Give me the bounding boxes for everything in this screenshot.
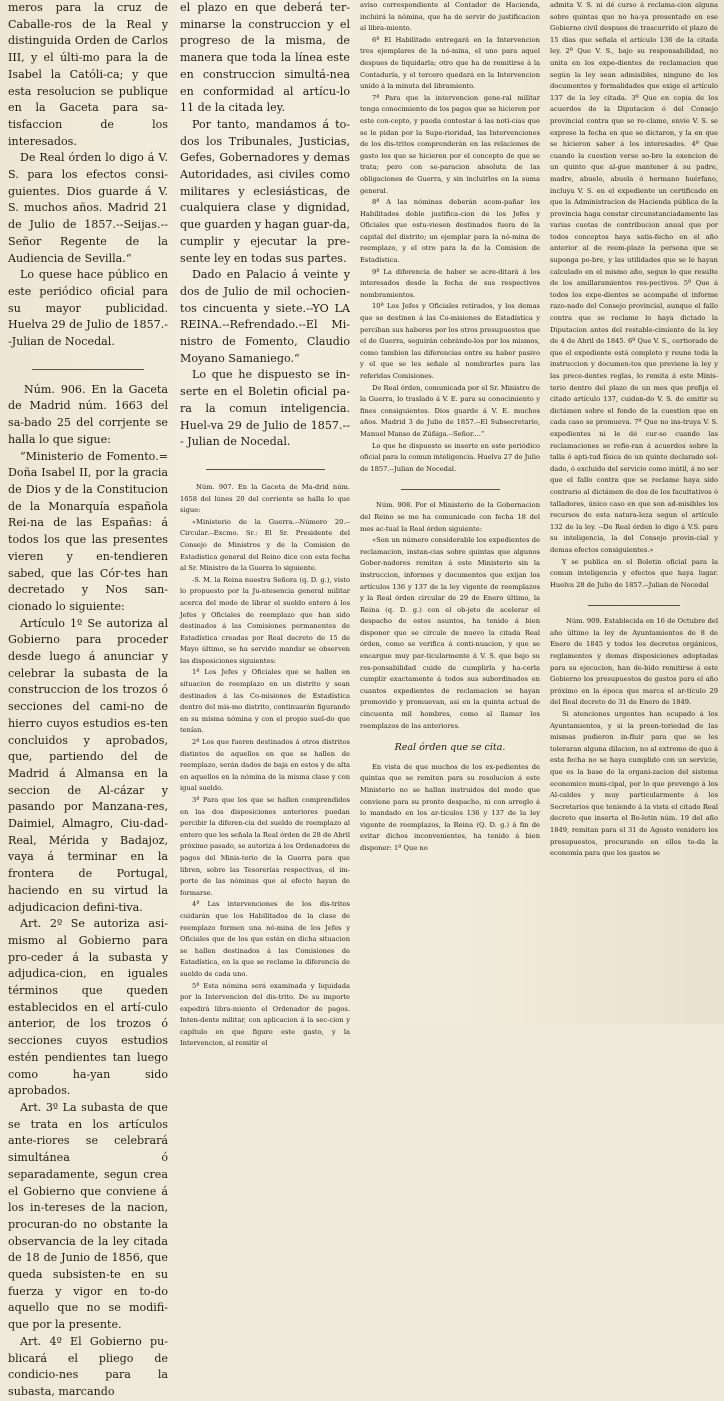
- paragraph: 6ª El Habilitado entregará en la Intervencion tres ejemplares de la nó-mina, el uno para aquel despues de liquidarla; otro que ha de remitirse á la Contaduría, y el tercero quedará en la Intervencion unido á la minuta del libramiento.: [360, 35, 540, 91]
- paragraph: 8ª A las nóminas deberán acom-pañar los Habilitados doble justifica-cion de los Jefes y Oficiales que estu-viesen destinados fuera de la capital del distrito; un ejemplar para la nó-mina de reemplazo, y el otro para la de la Comision de Estadística.: [360, 198, 540, 265]
- section-divider: [206, 469, 325, 470]
- article-4: Art. 4º El Gobierno pu-blicará el pliego de condicio-nes para la subasta, marcando: [8, 1334, 168, 1398]
- paragraph: «Ministerio de la Guerra.--Número 20.--Circular.--Excmo. Sr.: El Sr. Presidente del Consejo de Ministros y de la Comision de Estadística general del Reino dice con esta fecha al Sr. Ministro de la Guerra lo siguiente.: [180, 517, 350, 573]
- paragraph: -S. M. la Reina nuestra Señora (q. D. g.), visto lo propuesto por la Ju-ntesencia general militar acerca del modo de librar el sueldo entero á los Jefes y Oficiales de reemplazo que han sido destinados á las Comisiones permanentes de Estadística creadas por Real decreto de 15 de Mayo último, se ha servido mandar se observen las disposiciones siguientes:: [180, 575, 350, 665]
- section-divider: [401, 489, 500, 490]
- paragraph: Lo que he dispuesto se inserte en este periódico oficial para la comun inteligencia. Huelva 27 de Julio de 1857.--Julian de Nocedal.: [360, 441, 540, 473]
- paragraph: Por tanto, mandamos á to-dos los Tribunales, Justicias, Gefes, Gobernadores y demas Autoridades, asi civiles como militares y eclesiásticas, de cualquiera clase y dignidad, que guarden y hagan guar-da, cumplir y ejecutar la pre-sente ley en todas sus partes.: [180, 117, 350, 265]
- paragraph: Y se publica en el Boletin oficial para la comun inteligencia y efectos que haya lugar. Huelva 28 de Julio de 1857.--Julian de Nocedal: [550, 557, 718, 589]
- paragraph: De Real órden, comunicada por el Sr. Ministro de la Guerra, lo traslado á V. E. para su conocimiento y fines consiguientes. Dios guarde á V. E. muchos años. Madrid 3 de Julio de 1857.--El Subsecretario, Manuel Manso de Zúñiga.--Señor....“: [360, 383, 540, 438]
- paragraph: 7ª Para que la intervencion gene-ral militar tenga conocimiento de los pagos que se hicieren por este con-cepto, y pueda contestar á las noti-cias que se le pidan por la Supe-rioridad, las Intervenciones de los dis-tritos comprenderán en las relaciones de gasto los que se hicieren por el concepto de que se trata; pero con se-paracion absoluta de las obligaciones de Guerra, y sin incluirlos en la suma general.: [360, 93, 540, 195]
- paragraph: 10ª Los Jefes y Oficiales retirados, y los demas que se destinen á las Co-misiones de Estadística y perciban sus haberes por los otros presupuestos que el de Guerra, seguirán cobrándo-los por los mismos, como tambien las diferencias entre su haber pasivo y el que se les señale al nombrarles para las referidas Comisiones.: [360, 302, 540, 380]
- paragraph: admita V. S. ni dé curso á reclama-cion alguna sobre quintas que no ha-ya presentado en ese Gobierno civil despues de trascurrido el plazo de 15 dias que señala el artículo 136 de la citada ley. 2º Que V. S., bajo su responsabilidad, no unita en los expe-dientes de reclamacion que según la ley sean admisibles, ninguno de los documentos y formalidades que exige el artículo 137 de la ley citada. 3º Que en copia de los acuerdos de la Diputacion ó del Consejo provincial contra que se re-clame, envíe V. S. se exprese la fecha en que se dictaron, y la en que se hicieron saber á los interesados. 4º Que cuando la cuestion verse so-bre la exencion de un quinto que al-gue mantener á su padre, madre, abuelo, abuela ó hermano huérfano, incluya V. S. en el expediente un certificado en que la Administracion de Hacienda pública de la provincia haga constar circunstanciadamente las varias cuotas de contribucion anual que por todos conceptos haya satis-fecho en el año anterior al de reem-plazo la persona que se suponga po-bre, y las utilidades que se le hayan calculado en el mismo año, segun lo que resulte de los amillaramientos res-pectivos. 5º Que á todos los expe-dientes se acompañe el informe razo-nado del Consejo provincial, aunque el fallo contra que se reclame lo haya dictado la Diputacion antes del restable-cimiento de la ley de 4 de Abril de 1845. 6º Que V. S., certiorado de que el expediente está completo y reune toda la instruccion y documen-tos que previene la ley y las prece-dentes reglas, lo remita á este Minis-terio dentro del plazo de un mes que prefija el citado artículo 137, cuidan-do V. S. de emitir su dictámen sobre el fondo de la cuestion que en cada caso se promueva. 7º Que no ins-truya V. S. expedientes ni le dé cur-so cuando las reclamaciones se refie-ran á acuerdos sobre la talla ó apti-tud física de un quinto declarado sol-dado, ó excluido del servicio como inútil, á no ser que el fallo contra que se reclame haya sido contrario al dictámen de dos de los facultativos ó talladores, único caso en que son ad-misibles los recursos de esta natura-leza segun el artículo 132 de la ley. --De Real órden lo digo á V.S. para su inteligencia, la del Consejo provin-cial y demas efectos consiguientes.»: [550, 1, 718, 554]
- paragraph: En vista de que muchos de los ex-pedientes de quintas que se remiten para su resolucion á este Ministerio no se hallan instruidos del modo que conviene para su pronto despacho, ni con arreglo á lo mandado en los ar-tículos 136 y 137 de la ley vigente de reemplazos, la Reina (Q. D. g.) á fin de evitar dichos inconvenientes, ha tenido á bien disponer: 1º Que no: [360, 762, 540, 852]
- paragraph: Lo quese hace público en este periódico oficial para su mayor publicidad. Huelva 29 de Julio de 1857.--Julian de Nocedal.: [8, 268, 168, 349]
- paragraph: el plazo en que deberá ter-minarse la construccion y el progreso de la misma, de manera que toda la línea este en construccion simultá-nea en conformidad al artícu-lo 11 de la citada ley.: [180, 1, 350, 115]
- notice-909-heading: Núm. 909. Establecida en 16 de Octubre del año último la ley de Ayuntamientos de 8 de Enero de 1845 y todos los decretos orgánicos, reglamentos y demas disposiciones adoptadas para su ejecucion, han de-bido remitirse á este Gobierno los presupuestos de gastos para el año próximo en la época que marca el ar-tículo 29 del Real decreto de 31 de Enero de 1849.: [550, 617, 718, 707]
- paragraph: 1ª Los Jefes y Oficiales que se hallen en situacion de reemplazo en un distrito y sean destinados á las Co-misiones de Estadística dentro del mis-mo distrito, continuarán figurando en su misma nómina y con el propio suel-do que tenían.: [180, 668, 350, 735]
- paragraph: aviso correspondiente al Contador de Hacienda, incluirá la nómina, que ha de servir de justificacion al libra-miento.: [360, 1, 540, 33]
- article-3: Art. 3º La subasta de que se trata en los artículos ante-riores se celebrará simultánea ó separadamente, segun crea el Gobierno que conviene á los in-tereses de la nacion, procuran-do no obstante la observancia de la ley citada de 18 de Junio de 1856, que queda subsisten-te en su fuerza y vigor en to-do aquello que no se modifi-que por la presente.: [8, 1101, 168, 1332]
- paragraph: «Son un número considerable los expedientes de reclamacion, instan-cias sobre quintas que algunos Gober-nadores remiten á este Ministerio sin la instruccion, informes y documentos que exijan los artículos 136 y 137 de la ley vigente de reemplazos y la Real órden circular de 29 de Enero último, la Reina (q. D. g.) con el ob-jeto de acelerar el despacho de estos asuntos, ha tenido á bien disponer que se circule de nuevo la citada Real órden, como se verifica á conti-nuacion, y que se encargue muy par-ticularmente á V. S. que bajo su res-ponsabilidad cuide de cumplirla y ha-cerla cumplir exactamente á todos sus subordinados en cuantos expedientes de reclamacion se hayan promovido y promuevan, asi en la quinta actual de cincuenta mil hombres, como al llamar los reemplazos de las anteriores.: [360, 536, 540, 730]
- paragraph: Dado en Palacio á veinte y dos de Julio de mil ochocien-tos cincuenta y siete.--YO LA REINA.--Refrendado.--El Mi-nistro de Fomento, Claudio Moyano Samaniego.“: [180, 268, 350, 365]
- paragraph: 9ª La diferencia de haber se acre-ditará á los interesados desde la fecha de sus respectivos nombramientos.: [360, 267, 540, 299]
- column-3: [360, 0, 540, 1024]
- notice-908-heading: Núm. 908. Por el Ministerio de la Gobernacion del Reino se me ha comunicado con fecha 18 del mes ac-tual la Real órden siguiente:: [360, 501, 540, 533]
- notice-907: [180, 482, 350, 1050]
- notice-907-heading: Núm. 907. En la Gaceta de Ma-drid núm. 1658 del lúnes 20 del corriente se halla lo que sigue:: [180, 482, 350, 515]
- section-divider: [32, 369, 144, 370]
- article-2: Art. 2º Se autoriza asi-mismo al Gobierno para pro-ceder á la subasta y adjudica-cion, en iguales términos que queden establecidos en el artí-culo anterior, de los trozos ó secciones cuyos estudios estén pendientes tan luego como ha-yan sido aprobados.: [8, 917, 168, 1098]
- paragraph: 3ª Para que los que se hallen comprendidos en las dos disposiciones anteriores puedan percibir la diferen-cia del sueldo de reemplazo al entero que les señala la Real órden de 28 de Abril próximo pasado, se autoriza á los Ordenadores de pagos del Minis-terio de la Guerra para que libren, sobre las Tesorerías respectivas, el im-porte de las nóminas que al efecto hayan de formarse.: [180, 796, 350, 897]
- paragraph: De Real órden lo digo á V. S. para los efectos consi-guientes. Dios guarde á V. S. muchos años. Madrid 21 de Julio de 1857.--Seijas.--Señor Regente de la Audiencia de Sevilla.“: [8, 151, 168, 265]
- column-2: [180, 0, 350, 1048]
- paragraph: Lo que he dispuesto se in-serte en el Boletin oficial pa-ra la comun inteligencia. Huel-va 29 de Julio de 1857.--- Julian de Nocedal.: [180, 368, 350, 449]
- paragraph: Si atenciones urgentes han ocupado á los Ayuntamientos, y si la preen-toriedad de las mismas pudieron in-fluir para que se les toleraran alguna dilacion, no al extremo de que á esta fecha no se haya cumplido con un servicio, que es la base de la organi-zacion del sistema economico muni-cipal, por lo que prevengo á los Al-caldes y muy particularmente á los Secretarios que teniendo á la vista el citado Real decreto que inserta el Bo-letin núm. 19 del año 1849, remitan para el 31 de Agosto venidero los presupuestos, procurando en ellos to-da la economía para que los gastos se: [550, 710, 718, 858]
- section-heading: Real órden que se cita.: [394, 742, 506, 754]
- paragraph: 2ª Los que fueren destinados á otros distritos distintos de aquellos en que se hallen de reemplazo, serán dados de baja en estos y de alta en aquellos en la nómina de la misma clase y con igual sueldo.: [180, 738, 350, 793]
- article-1: Artículo 1º Se autoriza al Gobierno para proceder desde luego á anunciar y celebrar la subasta de la construccion de los trozos ó secciones del cami-no de hierro cuyos estudios es-ten concluidos y aprobados, que, partiendo del de Madrid á Almansa en la seccion de Al-cázar y pasando por Manzana-res, Daimiel, Almagro, Ciu-dad-Real, Mérida y Badajoz, vaya á terminar en la frontera de Portugal, haciendo en su virtud la adjudicacion defini-tiva.: [8, 616, 168, 914]
- paragraph: “Ministerio de Fomento.= Doña Isabel II, por la gracia de Dios y de la Constitucion de la Monarquía española Rei-na de las Españas: á todos los que las presentes vieren y en-tendieren sabed, que las Cór-tes han decretado y Nos san-cionado lo siguiente:: [8, 449, 168, 613]
- notice-906-heading: Núm. 906. En la Gaceta de Madrid núm. 1663 del sa-bado 25 del corrjente se halla lo que sigue:: [8, 382, 168, 446]
- section-divider: [588, 605, 680, 606]
- paragraph: 4ª Las intervenciones de los dis-tritos cuidarán que los Habilitados de la clase de reemplazo formen una nó-mina de los Jefes y Oficiales que de los que están en dicha situacion se hallen destinados á las Comisiones de Estadística, en la que se reclame la diferencia de sueldo de cada uno.: [180, 900, 350, 978]
- paragraph: 5ª Esta nómina será examinada y liquidada por la Intervencion del dis-trito. De su importe expedirá libra-miento el Ordenador de pagos. Inten-dente militar, con aplicacion á la sec-cion y capítulo en que figure este gasto, y la Intervencion, al remitir el: [180, 981, 350, 1048]
- paragraph: meros para la cruz de Caballe-ros de la Real y distinguida Orden de Carlos III, y el últi-mo para la de Isabel la Católi-ca; y que esta resolucion se publique en la Gaceta para sa-tisfaccion de los interesados.: [8, 1, 168, 148]
- column-4: [550, 0, 718, 1024]
- column-2-top: [180, 0, 350, 451]
- column-1: [8, 0, 168, 1398]
